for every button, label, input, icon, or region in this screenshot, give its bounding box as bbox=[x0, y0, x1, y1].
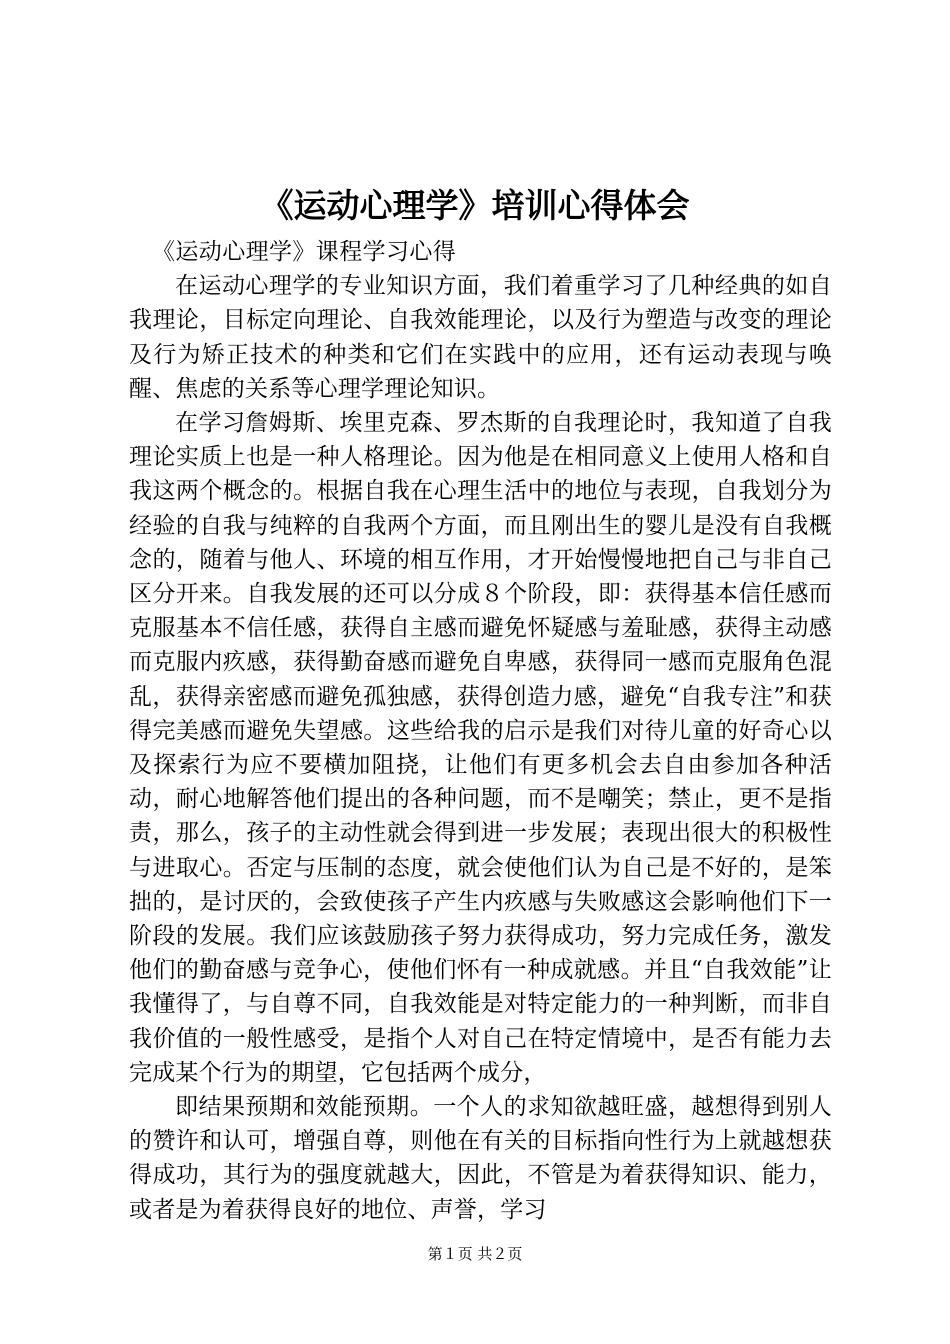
page-footer: 第１页 共２页 bbox=[427, 1245, 523, 1263]
course-subtitle: 《运动心理学》课程学习心得 bbox=[152, 239, 457, 265]
document-body bbox=[129, 235, 832, 1227]
page-title: 《运动心理学》培训心得体会 bbox=[260, 186, 690, 225]
paragraph: 即结果预期和效能预期。一个人的求知欲越旺盛，越想得到别人的赞许和认可，增强自尊，则他在有关的目标指向性行为上就越想获得成功，其行为的强度就越大，因此，不管是为着获得知识、能力，或者是为着获得良好的地位、声誉，学习 bbox=[129, 1094, 832, 1223]
paragraph: 在学习詹姆斯、埃里克森、罗杰斯的自我理论时，我知道了自我理论实质上也是一种人格理论。因为他是在相同意义上使用人格和自我这两个概念的。根据自我在心理生活中的地位与表现，自我划分为经验的自我与纯粹的自我两个方面，而且刚出生的婴儿是没有自我概念的，随着与他人、环境的相互作用，才开始慢慢地把自己与非自己区分开来。自我发展的还可以分成８个阶段，即：获得基本信任感而克服基本不信任感，获得自主感而避免怀疑感与羞耻感，获得主动感而克服内疚感，获得勤奋感而避免自卑感，获得同一感而克服角色混乱，获得亲密感而避免孤独感，获得创造力感，避免“自我专注”和获得完美感而避免失望感。这些给我的启示是我们对待儿童的好奇心以及探索行为应不要横加阻挠，让他们有更多机会去自由参加各种活动，耐心地解答他们提出的各种问题，而不是嘲笑；禁止，更不是指责，那么，孩子的主动性就会得到进一步发展；表现出很大的积极性与进取心。否定与压制的态度，就会使他们认为自己是不好的，是笨拙的，是讨厌的，会致使孩子产生内疚感与失败感这会影响他们下一阶段的发展。我们应该鼓励孩子努力获得成功，努力完成任务，激发他们的勤奋感与竞争心，使他们怀有一种成就感。并且“自我效能”让我懂得了，与自尊不同，自我效能是对特定能力的一种判断，而非自我价值的一般性感受，是指个人对自己在特定情境中，是否有能力去完成某个行为的期望，它包括两个成分， bbox=[129, 410, 832, 1086]
paragraph: 在运动心理学的专业知识方面，我们着重学习了几种经典的如自我理论，目标定向理论、自我效能理论，以及行为塑造与改变的理论及行为矫正技术的种类和它们在实践中的应用，还有运动表现与唤醒、焦虑的关系等心理学理论知识。 bbox=[129, 273, 832, 402]
